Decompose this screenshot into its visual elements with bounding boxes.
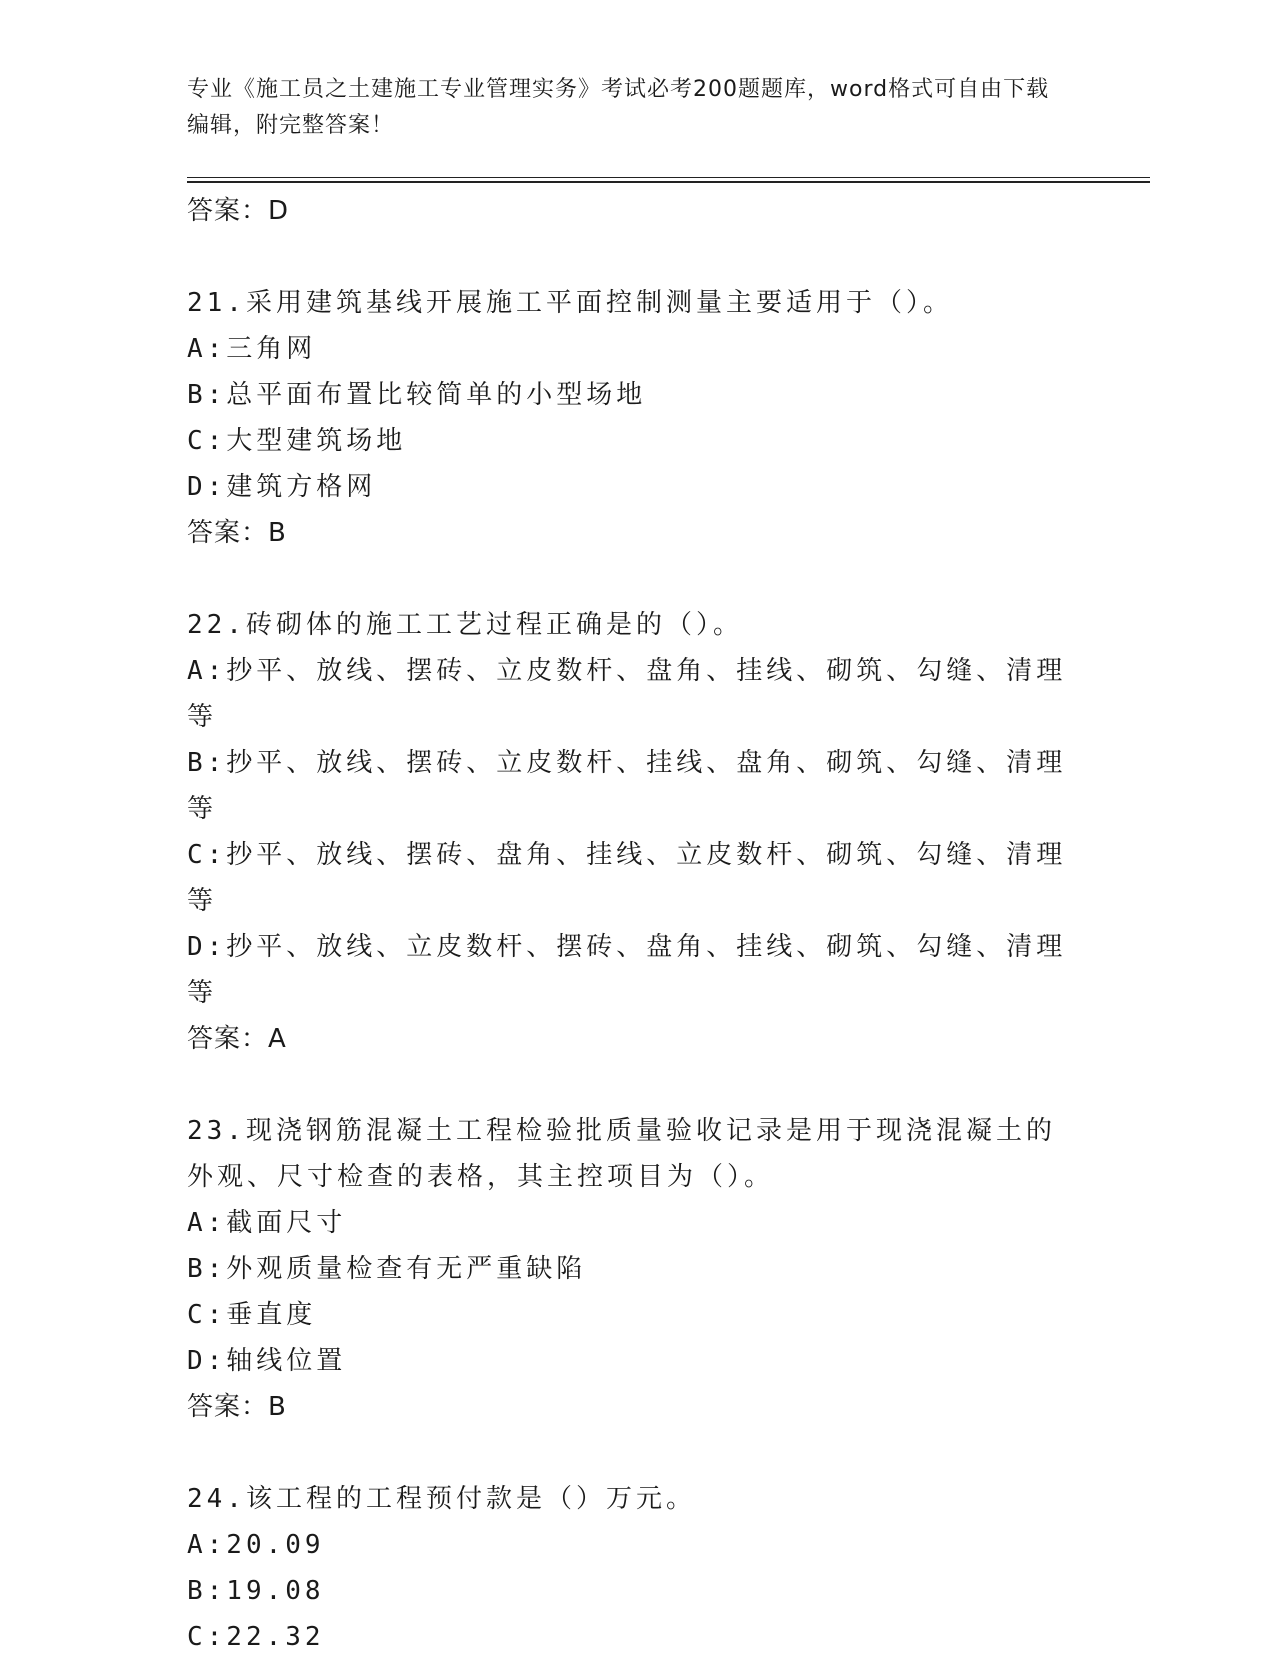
option-b: B:19.08: [187, 1576, 325, 1606]
option-c: C:垂直度: [187, 1300, 317, 1330]
option-c: C:抄平、放线、摆砖、盘角、挂线、立皮数杆、砌筑、勾缝、清理等: [187, 840, 1067, 916]
option-a: A:20.09: [187, 1530, 325, 1560]
document-header: 专业《施工员之土建施工专业管理实务》考试必考200题题库，word格式可自由下载编辑，附完整答案！: [187, 77, 1050, 138]
question-21: [187, 280, 1087, 556]
question-text: 21.采用建筑基线开展施工平面控制测量主要适用于（）。: [187, 288, 953, 318]
answer-line: 答案：B: [187, 518, 287, 548]
option-a: A:三角网: [187, 334, 317, 364]
option-b: B:总平面布置比较简单的小型场地: [187, 380, 647, 410]
answer-line: 答案：D: [187, 196, 290, 226]
answer-line: 答案：B: [187, 1392, 287, 1422]
option-c: C:22.32: [187, 1622, 325, 1652]
option-a: A:抄平、放线、摆砖、立皮数杆、盘角、挂线、砌筑、勾缝、清理等: [187, 656, 1067, 732]
question-23: [187, 1108, 1087, 1430]
option-d: D:轴线位置: [187, 1346, 347, 1376]
question-text: 24.该工程的工程预付款是（）万元。: [187, 1484, 696, 1514]
option-c: C:大型建筑场地: [187, 426, 407, 456]
header-rule-thick: [187, 181, 1150, 183]
option-d: D:建筑方格网: [187, 472, 377, 502]
question-text: 22.砖砌体的施工工艺过程正确是的（）。: [187, 610, 743, 640]
option-b: B:外观质量检查有无严重缺陷: [187, 1254, 587, 1284]
option-a: A:截面尺寸: [187, 1208, 347, 1238]
answer-line: 答案：A: [187, 1024, 287, 1054]
option-d: D:抄平、放线、立皮数杆、摆砖、盘角、挂线、砌筑、勾缝、清理等: [187, 932, 1067, 1008]
option-b: B:抄平、放线、摆砖、立皮数杆、挂线、盘角、砌筑、勾缝、清理等: [187, 748, 1067, 824]
question-22: [187, 602, 1087, 1062]
question-list: [187, 188, 1087, 1660]
question-text: 23.现浇钢筋混凝土工程检验批质量验收记录是用于现浇混凝土的外观、尺寸检查的表格，其主控项目为（）。: [187, 1116, 1056, 1192]
question-24: [187, 1476, 1087, 1660]
header-rule-thin: [187, 177, 1150, 178]
